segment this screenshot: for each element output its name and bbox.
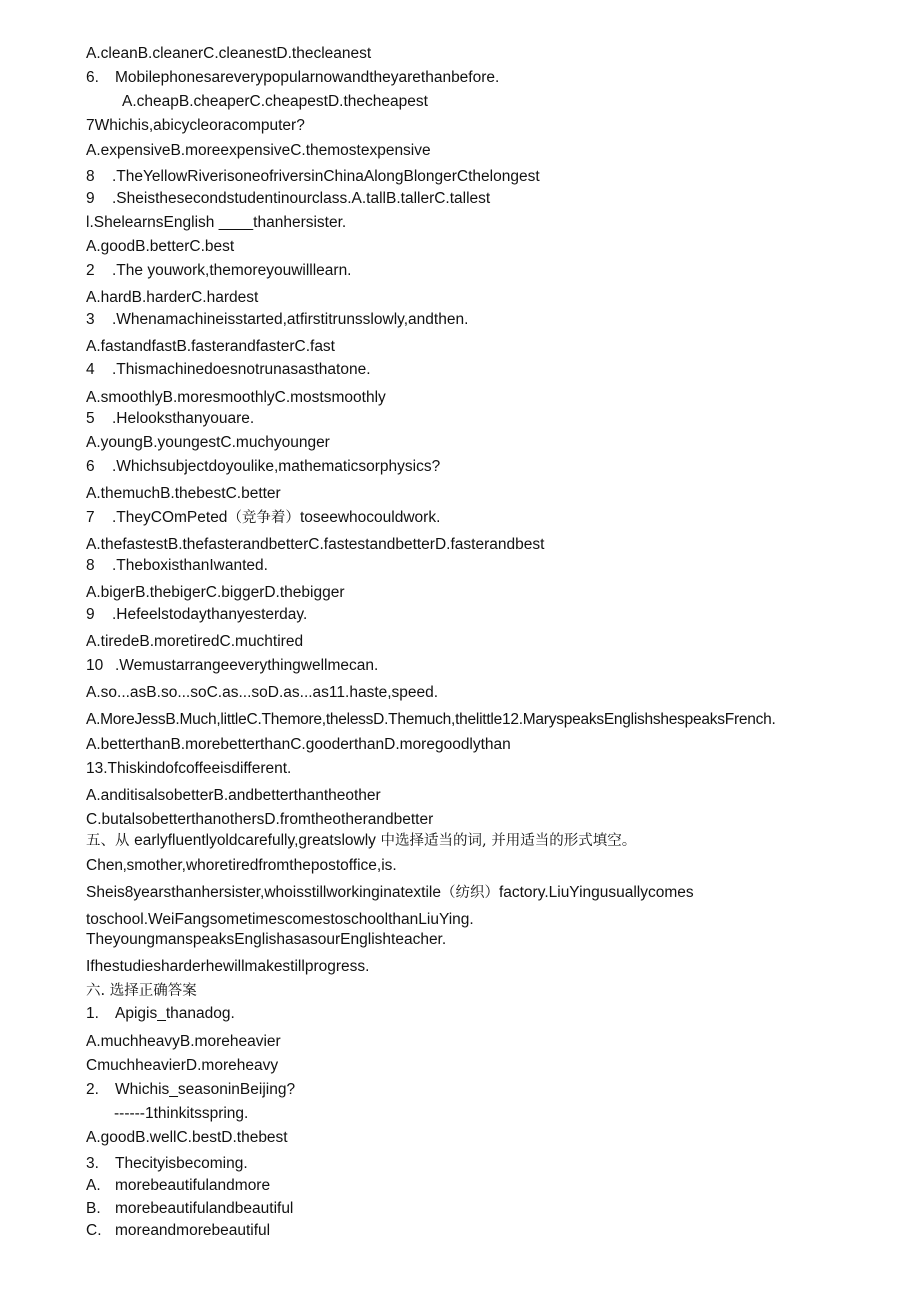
answer-options-line: A.MoreJessB.Much,littleC.Themore,thelessD.Themuch,thelittle12.MaryspeaksEnglishshespeaksFrench. — [86, 711, 776, 728]
question-line: 8 .TheYellowRiverisoneofriversinChinaAlongBlongerCthelongest — [86, 168, 540, 185]
question-line: 3. Thecityisbecoming. — [86, 1155, 248, 1172]
answer-options-line: A.anditisalsobetterB.andbetterthantheother — [86, 787, 381, 804]
fill-blank-line: TheyoungmanspeaksEnglishasasourEnglishteacher. — [86, 931, 447, 948]
answer-options-line: C.butalsobetterthanothersD.fromtheotherandbetter — [86, 811, 434, 828]
question-line: 7Whichis,abicycleoracomputer? — [86, 117, 305, 134]
answer-options-line: A.smoothlyB.moresmoothlyC.mostsmoothly — [86, 389, 386, 406]
answer-options-line: A.goodB.wellC.bestD.thebest — [86, 1129, 288, 1146]
answer-options-line: A.hardB.harderC.hardest — [86, 289, 259, 306]
answer-options-line: A.goodB.betterC.best — [86, 238, 235, 255]
section-heading-6: 六. 选择正确答案 — [86, 983, 197, 999]
answer-option: A. morebeautifulandmore — [86, 1177, 271, 1194]
answer-options-line: A.betterthanB.morebetterthanC.gooderthanD.moregoodlythan — [86, 736, 511, 753]
question-line: 2 .The youwork,themoreyouwilllearn. — [86, 262, 352, 279]
question-line: 13.Thiskindofcoffeeisdifferent. — [86, 760, 292, 777]
answer-options-line: A.cleanB.cleanerC.cleanestD.thecleanest — [86, 45, 372, 62]
answer-options-line: A.tiredeB.moretiredC.muchtired — [86, 633, 304, 650]
answer-options-line: CmuchheavierD.moreheavy — [86, 1057, 279, 1074]
answer-option: C. moreandmorebeautiful — [86, 1222, 271, 1239]
question-line: 10 .Wemustarrangeeverythingwellmecan. — [86, 657, 379, 674]
section-heading-5: 五、从 earlyfluentlyoldcarefully,greatslowly 中选择适当的词, 并用适当的形式填空。 — [86, 832, 637, 849]
question-line: 5 .Helooksthanyouare. — [86, 410, 255, 427]
question-line: 6. Mobilephonesareverypopularnowandtheyarethanbefore. — [86, 69, 500, 86]
question-line: 3 .Whenamachineisstarted,atfirstitrunsslowly,andthen. — [86, 311, 469, 328]
answer-options-line: A.youngB.youngestC.muchyounger — [86, 434, 330, 451]
fill-blank-line: Chen‚smother,whoretiredfromthepostoffice,is. — [86, 857, 397, 874]
question-line: 9 .Sheisthesecondstudentinourclass.A.tallB.tallerC.tallest — [86, 190, 491, 207]
question-line: 1. Apigis_thanadog. — [86, 1005, 235, 1022]
question-line: 2. Whichis_seasoninBeijing? — [86, 1081, 296, 1098]
question-line: 4 .Thismachinedoesnotrunasasthatone. — [86, 361, 371, 378]
fill-blank-line: Sheis8yearsthanhersister,whoisstillworkinginatextile（纺织）factory.LiuYingusuallycomes — [86, 884, 694, 901]
fill-blank-line: Ifhestudiesharderhewillmakestillprogress. — [86, 958, 370, 975]
answer-options-line: A.expensiveB.moreexpensiveC.themostexpensive — [86, 142, 431, 159]
answer-options-line: A.thefastestB.thefasterandbetterC.fastestandbetterD.fasterandbest — [86, 536, 545, 553]
answer-line: ------1thinkitsspring. — [114, 1105, 249, 1122]
answer-options-line: A.so...asB.so...soC.as...soD.as...as11.haste,speed. — [86, 684, 439, 701]
question-line: 6 .Whichsubjectdoyoulike,mathematicsorphysics? — [86, 458, 441, 475]
answer-options-line: A.fastandfastB.fasterandfasterC.fast — [86, 338, 335, 355]
answer-options-line: A.muchheavyB.moreheavier — [86, 1033, 281, 1050]
question-line: 8 .TheboxisthanIwanted. — [86, 557, 268, 574]
question-line: l.ShelearnsEnglish ____thanhersister. — [86, 214, 347, 231]
question-line: 7 .TheyCOmPeted（竞争着）toseewhocouldwork. — [86, 509, 441, 526]
fill-blank-line: toschool.WeiFangsometimescomestoschoolthanLiuYing. — [86, 911, 474, 928]
question-line: 9 .Hefeelstodaythanyesterday. — [86, 606, 308, 623]
answer-options-line: A.bigerB.thebigerC.biggerD.thebigger — [86, 584, 345, 601]
answer-options-line: A.cheapB.cheaperC.cheapestD.thecheapest — [122, 93, 428, 110]
answer-options-line: A.themuchB.thebestC.better — [86, 485, 281, 502]
answer-option: B. morebeautifulandbeautiful — [86, 1200, 294, 1217]
